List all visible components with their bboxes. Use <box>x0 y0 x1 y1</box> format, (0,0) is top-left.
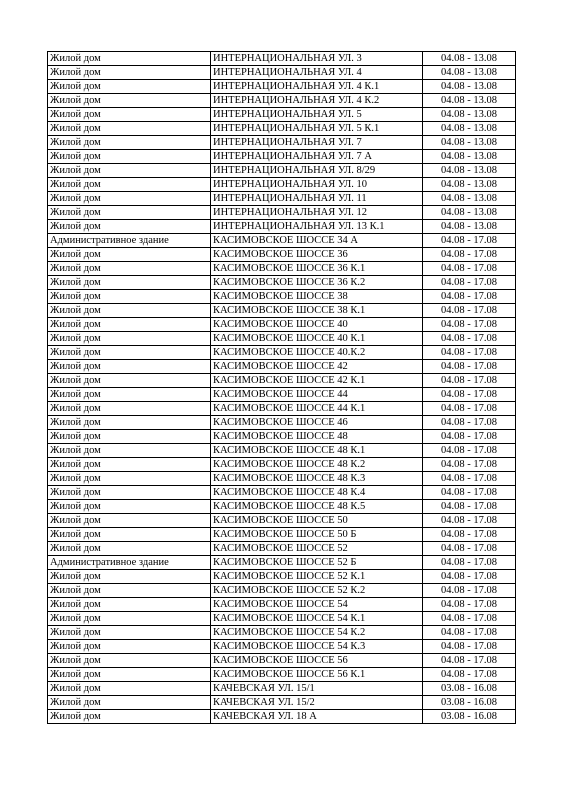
table-row <box>48 598 516 612</box>
building-type-cell: Жилой дом <box>48 696 211 710</box>
building-type-cell: Жилой дом <box>48 164 211 178</box>
building-type-cell: Жилой дом <box>48 654 211 668</box>
table-row <box>48 402 516 416</box>
date-range-cell: 04.08 - 13.08 <box>423 220 516 234</box>
address-cell: ИНТЕРНАЦИОНАЛЬНАЯ УЛ. 3 <box>211 52 423 66</box>
address-cell: КАСИМОВСКОЕ ШОССЕ 48 К.3 <box>211 472 423 486</box>
date-range-cell: 04.08 - 13.08 <box>423 122 516 136</box>
building-type-cell: Жилой дом <box>48 150 211 164</box>
building-type-cell: Жилой дом <box>48 710 211 724</box>
date-range-cell: 03.08 - 16.08 <box>423 696 516 710</box>
address-cell: КАСИМОВСКОЕ ШОССЕ 48 К.5 <box>211 500 423 514</box>
date-range-cell: 03.08 - 16.08 <box>423 710 516 724</box>
building-type-cell: Жилой дом <box>48 416 211 430</box>
building-type-cell: Жилой дом <box>48 332 211 346</box>
table-row <box>48 696 516 710</box>
date-range-cell: 04.08 - 17.08 <box>423 640 516 654</box>
table-row <box>48 94 516 108</box>
building-type-cell: Административное здание <box>48 234 211 248</box>
building-type-cell: Жилой дом <box>48 360 211 374</box>
address-cell: КАСИМОВСКОЕ ШОССЕ 50 <box>211 514 423 528</box>
table-row <box>48 108 516 122</box>
building-type-cell: Жилой дом <box>48 640 211 654</box>
table-row <box>48 150 516 164</box>
table-row <box>48 528 516 542</box>
date-range-cell: 04.08 - 17.08 <box>423 612 516 626</box>
date-range-cell: 04.08 - 13.08 <box>423 178 516 192</box>
date-range-cell: 04.08 - 17.08 <box>423 290 516 304</box>
table-row <box>48 178 516 192</box>
address-cell: КАЧЕВСКАЯ УЛ. 15/1 <box>211 682 423 696</box>
table-row <box>48 486 516 500</box>
address-cell: ИНТЕРНАЦИОНАЛЬНАЯ УЛ. 12 <box>211 206 423 220</box>
building-type-cell: Жилой дом <box>48 374 211 388</box>
address-cell: КАСИМОВСКОЕ ШОССЕ 48 К.4 <box>211 486 423 500</box>
table-row <box>48 360 516 374</box>
table-row <box>48 556 516 570</box>
date-range-cell: 04.08 - 13.08 <box>423 94 516 108</box>
building-type-cell: Жилой дом <box>48 486 211 500</box>
date-range-cell: 04.08 - 17.08 <box>423 332 516 346</box>
date-range-cell: 04.08 - 17.08 <box>423 500 516 514</box>
building-type-cell: Жилой дом <box>48 122 211 136</box>
date-range-cell: 04.08 - 17.08 <box>423 626 516 640</box>
address-cell: ИНТЕРНАЦИОНАЛЬНАЯ УЛ. 10 <box>211 178 423 192</box>
building-type-cell: Жилой дом <box>48 570 211 584</box>
date-range-cell: 04.08 - 17.08 <box>423 528 516 542</box>
date-range-cell: 04.08 - 13.08 <box>423 192 516 206</box>
address-cell: КАСИМОВСКОЕ ШОССЕ 48 К.1 <box>211 444 423 458</box>
building-type-cell: Жилой дом <box>48 248 211 262</box>
date-range-cell: 04.08 - 17.08 <box>423 248 516 262</box>
date-range-cell: 04.08 - 17.08 <box>423 402 516 416</box>
table-row <box>48 332 516 346</box>
date-range-cell: 04.08 - 13.08 <box>423 52 516 66</box>
address-cell: КАСИМОВСКОЕ ШОССЕ 40.К.2 <box>211 346 423 360</box>
building-type-cell: Жилой дом <box>48 206 211 220</box>
table-row <box>48 710 516 724</box>
date-range-cell: 04.08 - 17.08 <box>423 598 516 612</box>
table-row <box>48 192 516 206</box>
date-range-cell: 04.08 - 13.08 <box>423 66 516 80</box>
building-type-cell: Жилой дом <box>48 612 211 626</box>
address-cell: КАСИМОВСКОЕ ШОССЕ 52 Б <box>211 556 423 570</box>
address-cell: КАСИМОВСКОЕ ШОССЕ 44 <box>211 388 423 402</box>
table-row <box>48 472 516 486</box>
table-row <box>48 164 516 178</box>
address-cell: КАСИМОВСКОЕ ШОССЕ 52 К.1 <box>211 570 423 584</box>
date-range-cell: 04.08 - 13.08 <box>423 164 516 178</box>
date-range-cell: 04.08 - 17.08 <box>423 556 516 570</box>
address-cell: КАСИМОВСКОЕ ШОССЕ 38 <box>211 290 423 304</box>
table-row <box>48 612 516 626</box>
table-row <box>48 234 516 248</box>
building-type-cell: Жилой дом <box>48 528 211 542</box>
address-cell: КАСИМОВСКОЕ ШОССЕ 40 К.1 <box>211 332 423 346</box>
date-range-cell: 04.08 - 17.08 <box>423 304 516 318</box>
table-row <box>48 388 516 402</box>
building-type-cell: Жилой дом <box>48 66 211 80</box>
table-row <box>48 276 516 290</box>
date-range-cell: 04.08 - 13.08 <box>423 150 516 164</box>
date-range-cell: 03.08 - 16.08 <box>423 682 516 696</box>
table-row <box>48 444 516 458</box>
table-row <box>48 542 516 556</box>
address-cell: КАСИМОВСКОЕ ШОССЕ 48 К.2 <box>211 458 423 472</box>
building-type-cell: Жилой дом <box>48 542 211 556</box>
table-row <box>48 80 516 94</box>
table-row <box>48 304 516 318</box>
date-range-cell: 04.08 - 17.08 <box>423 374 516 388</box>
address-cell: ИНТЕРНАЦИОНАЛЬНАЯ УЛ. 11 <box>211 192 423 206</box>
building-type-cell: Жилой дом <box>48 444 211 458</box>
date-range-cell: 04.08 - 17.08 <box>423 542 516 556</box>
address-cell: КАСИМОВСКОЕ ШОССЕ 34 А <box>211 234 423 248</box>
building-type-cell: Жилой дом <box>48 388 211 402</box>
table-row <box>48 374 516 388</box>
building-type-cell: Жилой дом <box>48 682 211 696</box>
building-type-cell: Жилой дом <box>48 136 211 150</box>
building-type-cell: Жилой дом <box>48 178 211 192</box>
table-row <box>48 500 516 514</box>
table-row <box>48 570 516 584</box>
table-row <box>48 262 516 276</box>
building-type-cell: Жилой дом <box>48 472 211 486</box>
date-range-cell: 04.08 - 17.08 <box>423 234 516 248</box>
address-cell: КАСИМОВСКОЕ ШОССЕ 56 К.1 <box>211 668 423 682</box>
date-range-cell: 04.08 - 17.08 <box>423 444 516 458</box>
building-type-cell: Жилой дом <box>48 668 211 682</box>
building-type-cell: Жилой дом <box>48 290 211 304</box>
date-range-cell: 04.08 - 17.08 <box>423 318 516 332</box>
date-range-cell: 04.08 - 17.08 <box>423 430 516 444</box>
table-row <box>48 220 516 234</box>
address-cell: ИНТЕРНАЦИОНАЛЬНАЯ УЛ. 4 К.2 <box>211 94 423 108</box>
table-row <box>48 668 516 682</box>
address-cell: КАЧЕВСКАЯ УЛ. 15/2 <box>211 696 423 710</box>
building-type-cell: Жилой дом <box>48 108 211 122</box>
building-type-cell: Жилой дом <box>48 94 211 108</box>
building-type-cell: Жилой дом <box>48 304 211 318</box>
address-cell: ИНТЕРНАЦИОНАЛЬНАЯ УЛ. 8/29 <box>211 164 423 178</box>
table-row <box>48 416 516 430</box>
building-type-cell: Жилой дом <box>48 500 211 514</box>
date-range-cell: 04.08 - 13.08 <box>423 80 516 94</box>
table-row <box>48 430 516 444</box>
address-cell: КАСИМОВСКОЕ ШОССЕ 38 К.1 <box>211 304 423 318</box>
table-row <box>48 458 516 472</box>
date-range-cell: 04.08 - 17.08 <box>423 458 516 472</box>
address-cell: ИНТЕРНАЦИОНАЛЬНАЯ УЛ. 4 <box>211 66 423 80</box>
date-range-cell: 04.08 - 17.08 <box>423 276 516 290</box>
date-range-cell: 04.08 - 17.08 <box>423 262 516 276</box>
building-type-cell: Жилой дом <box>48 80 211 94</box>
address-cell: КАСИМОВСКОЕ ШОССЕ 50 Б <box>211 528 423 542</box>
table-row <box>48 248 516 262</box>
address-cell: КАЧЕВСКАЯ УЛ. 18 А <box>211 710 423 724</box>
date-range-cell: 04.08 - 17.08 <box>423 514 516 528</box>
table-row <box>48 346 516 360</box>
table-row <box>48 584 516 598</box>
building-type-cell: Жилой дом <box>48 220 211 234</box>
date-range-cell: 04.08 - 17.08 <box>423 472 516 486</box>
table-row <box>48 136 516 150</box>
date-range-cell: 04.08 - 17.08 <box>423 570 516 584</box>
building-type-cell: Жилой дом <box>48 52 211 66</box>
address-cell: КАСИМОВСКОЕ ШОССЕ 54 К.3 <box>211 640 423 654</box>
table-row <box>48 318 516 332</box>
address-cell: ИНТЕРНАЦИОНАЛЬНАЯ УЛ. 5 <box>211 108 423 122</box>
date-range-cell: 04.08 - 17.08 <box>423 584 516 598</box>
date-range-cell: 04.08 - 13.08 <box>423 108 516 122</box>
address-cell: КАСИМОВСКОЕ ШОССЕ 56 <box>211 654 423 668</box>
table-row <box>48 514 516 528</box>
address-cell: ИНТЕРНАЦИОНАЛЬНАЯ УЛ. 7 А <box>211 150 423 164</box>
building-type-cell: Жилой дом <box>48 318 211 332</box>
date-range-cell: 04.08 - 17.08 <box>423 668 516 682</box>
building-type-cell: Административное здание <box>48 556 211 570</box>
building-type-cell: Жилой дом <box>48 346 211 360</box>
table-row <box>48 206 516 220</box>
table-row <box>48 640 516 654</box>
building-type-cell: Жилой дом <box>48 402 211 416</box>
building-type-cell: Жилой дом <box>48 598 211 612</box>
address-cell: КАСИМОВСКОЕ ШОССЕ 36 <box>211 248 423 262</box>
address-cell: ИНТЕРНАЦИОНАЛЬНАЯ УЛ. 7 <box>211 136 423 150</box>
building-type-cell: Жилой дом <box>48 192 211 206</box>
building-type-cell: Жилой дом <box>48 458 211 472</box>
address-cell: КАСИМОВСКОЕ ШОССЕ 42 <box>211 360 423 374</box>
address-cell: КАСИМОВСКОЕ ШОССЕ 42 К.1 <box>211 374 423 388</box>
building-type-cell: Жилой дом <box>48 276 211 290</box>
building-type-cell: Жилой дом <box>48 514 211 528</box>
date-range-cell: 04.08 - 17.08 <box>423 388 516 402</box>
address-cell: КАСИМОВСКОЕ ШОССЕ 54 К.1 <box>211 612 423 626</box>
date-range-cell: 04.08 - 17.08 <box>423 416 516 430</box>
address-cell: КАСИМОВСКОЕ ШОССЕ 52 К.2 <box>211 584 423 598</box>
building-type-cell: Жилой дом <box>48 262 211 276</box>
address-cell: ИНТЕРНАЦИОНАЛЬНАЯ УЛ. 13 К.1 <box>211 220 423 234</box>
table-row <box>48 52 516 66</box>
date-range-cell: 04.08 - 17.08 <box>423 486 516 500</box>
building-type-cell: Жилой дом <box>48 584 211 598</box>
address-cell: КАСИМОВСКОЕ ШОССЕ 48 <box>211 430 423 444</box>
address-cell: ИНТЕРНАЦИОНАЛЬНАЯ УЛ. 5 К.1 <box>211 122 423 136</box>
schedule-table <box>47 51 516 724</box>
table-row <box>48 654 516 668</box>
address-cell: КАСИМОВСКОЕ ШОССЕ 44 К.1 <box>211 402 423 416</box>
building-type-cell: Жилой дом <box>48 626 211 640</box>
schedule-table-body <box>48 52 516 724</box>
address-cell: КАСИМОВСКОЕ ШОССЕ 46 <box>211 416 423 430</box>
date-range-cell: 04.08 - 17.08 <box>423 360 516 374</box>
address-cell: КАСИМОВСКОЕ ШОССЕ 36 К.2 <box>211 276 423 290</box>
address-cell: КАСИМОВСКОЕ ШОССЕ 40 <box>211 318 423 332</box>
address-cell: ИНТЕРНАЦИОНАЛЬНАЯ УЛ. 4 К.1 <box>211 80 423 94</box>
building-type-cell: Жилой дом <box>48 430 211 444</box>
table-row <box>48 682 516 696</box>
address-cell: КАСИМОВСКОЕ ШОССЕ 54 К.2 <box>211 626 423 640</box>
address-cell: КАСИМОВСКОЕ ШОССЕ 54 <box>211 598 423 612</box>
table-row <box>48 66 516 80</box>
date-range-cell: 04.08 - 17.08 <box>423 654 516 668</box>
table-row <box>48 626 516 640</box>
date-range-cell: 04.08 - 13.08 <box>423 206 516 220</box>
table-row <box>48 290 516 304</box>
table-row <box>48 122 516 136</box>
address-cell: КАСИМОВСКОЕ ШОССЕ 52 <box>211 542 423 556</box>
date-range-cell: 04.08 - 13.08 <box>423 136 516 150</box>
date-range-cell: 04.08 - 17.08 <box>423 346 516 360</box>
address-cell: КАСИМОВСКОЕ ШОССЕ 36 К.1 <box>211 262 423 276</box>
